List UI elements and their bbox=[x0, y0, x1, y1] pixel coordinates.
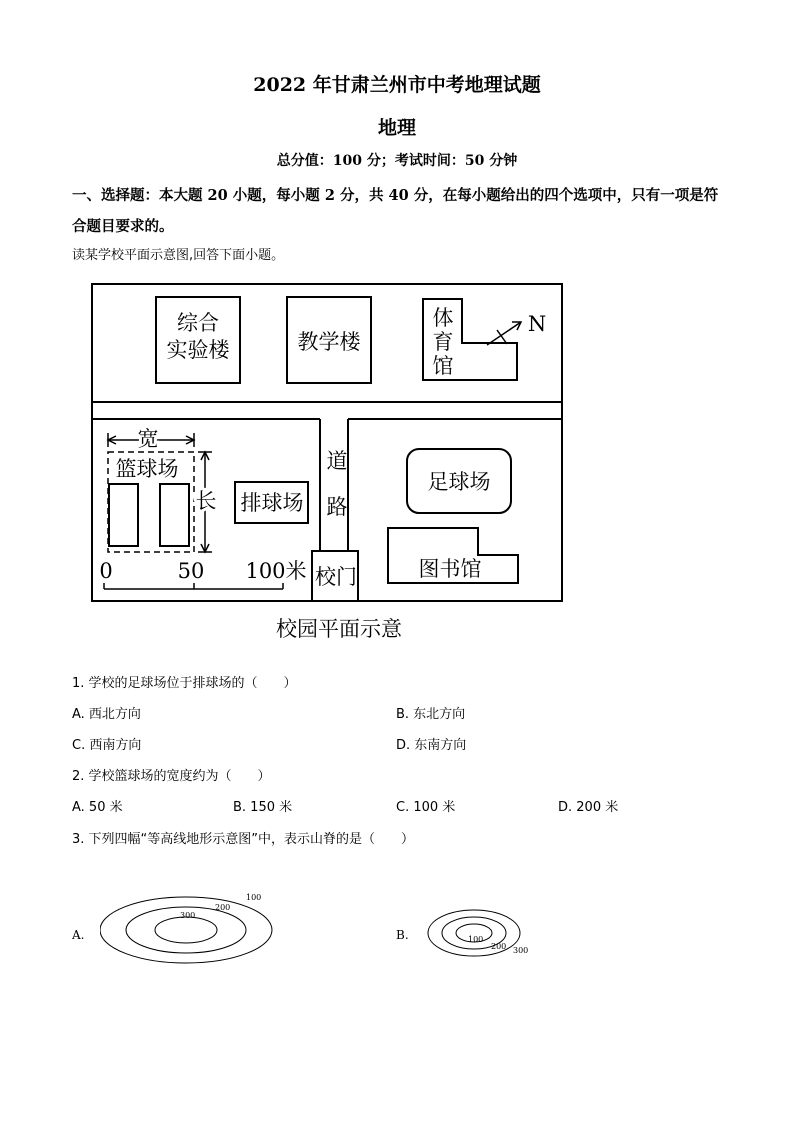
scale-50-label: 50 bbox=[177, 559, 205, 583]
contour-map-b bbox=[420, 900, 550, 970]
q1-option-a: A. 西北方向 bbox=[72, 707, 141, 722]
q2-option-c: C. 100 米 bbox=[396, 800, 456, 815]
q2-option-a: A. 50 米 bbox=[72, 800, 123, 815]
basketball-label: 篮球场 bbox=[115, 457, 179, 481]
contour-a-label-200: 200 bbox=[215, 903, 231, 912]
map-caption: 校园平面示意 bbox=[276, 617, 402, 641]
contour-a-label-100: 100 bbox=[246, 893, 262, 902]
q3-option-b: B. bbox=[396, 928, 409, 942]
road-label-2: 路 bbox=[326, 495, 348, 519]
section-heading: 一、选择题：本大题 20 小题，每小题 2 分，共 40 分，在每小题给出的四个选项中，只有一项是符合题目要求的。 bbox=[72, 187, 719, 235]
exam-meta: 总分值：100 分；考试时间：50 分钟 bbox=[276, 153, 518, 169]
lab-label-1: 综合 bbox=[177, 311, 219, 335]
q1-option-c: C. 西南方向 bbox=[72, 738, 142, 753]
lab-label-2: 实验楼 bbox=[166, 338, 230, 362]
contour-a-label-300: 300 bbox=[180, 911, 196, 920]
gate-label: 校门 bbox=[315, 565, 357, 589]
teaching-label: 教学楼 bbox=[297, 330, 361, 354]
width-label: 宽 bbox=[137, 427, 159, 451]
football-label: 足球场 bbox=[427, 470, 491, 494]
scale-100-label: 100米 bbox=[245, 559, 307, 583]
question-1-stem: 1. 学校的足球场位于排球场的（ ） bbox=[72, 676, 297, 691]
gym-label-2: 育 bbox=[432, 330, 454, 354]
q2-option-d: D. 200 米 bbox=[558, 800, 619, 815]
question-intro: 读某学校平面示意图,回答下面小题。 bbox=[72, 248, 285, 263]
question-3-stem: 3. 下列四幅“等高线地形示意图”中，表示山脊的是（ ） bbox=[72, 832, 415, 847]
scale-0-label: 0 bbox=[99, 559, 113, 583]
gym-label-1: 体 bbox=[432, 306, 454, 330]
basketball-court-1 bbox=[109, 484, 138, 546]
q1-option-b: B. 东北方向 bbox=[396, 707, 466, 722]
subject-title: 地理 bbox=[377, 117, 416, 139]
length-label: 长 bbox=[195, 489, 217, 513]
q1-option-d: D. 东南方向 bbox=[396, 738, 467, 753]
contour-b-label-100: 100 bbox=[468, 935, 484, 944]
volleyball-label: 排球场 bbox=[240, 491, 304, 515]
contour-b-label-200: 200 bbox=[491, 942, 507, 951]
contour-map-a bbox=[100, 880, 300, 990]
contour-b-label-300: 300 bbox=[513, 946, 529, 955]
library-label: 图书馆 bbox=[418, 557, 482, 581]
question-2-stem: 2. 学校篮球场的宽度约为（ ） bbox=[72, 769, 271, 784]
gym-label-3: 馆 bbox=[432, 354, 454, 378]
north-label: N bbox=[527, 312, 547, 336]
basketball-court-2 bbox=[160, 484, 189, 546]
q2-option-b: B. 150 米 bbox=[233, 800, 293, 815]
exam-title: 2022 年甘肃兰州市中考地理试题 bbox=[253, 74, 541, 96]
road-label-1: 道 bbox=[326, 449, 348, 473]
q3-option-a: A. bbox=[72, 928, 85, 942]
